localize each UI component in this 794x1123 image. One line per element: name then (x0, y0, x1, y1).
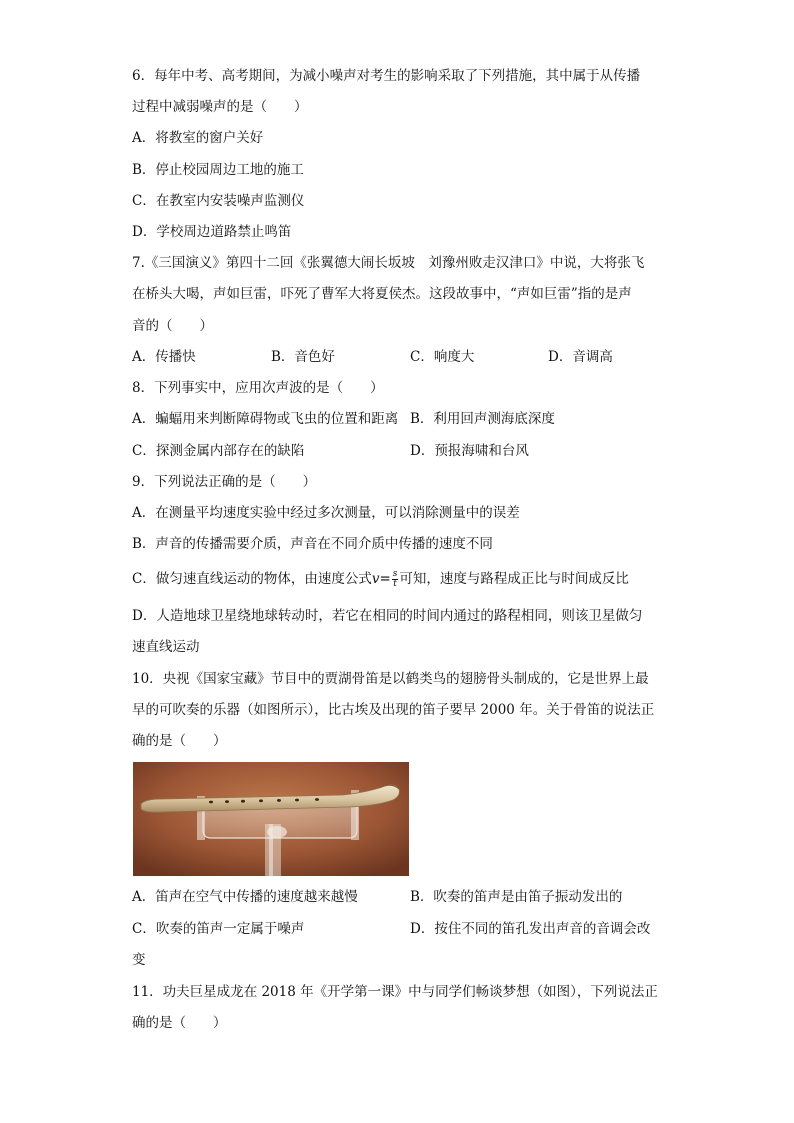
q9-option-c (132, 569, 629, 589)
q6-option-c: C．在教室内安装噪声监测仪 (132, 193, 305, 209)
q10-option-a: A．笛声在空气中传播的速度越来越慢 (132, 889, 358, 905)
q11-stem-line2: 确的是（ ） (132, 1015, 227, 1031)
q9-option-d-line2: 速直线运动 (132, 639, 200, 655)
q9-stem: 9．下列说法正确的是（ ） (132, 474, 317, 490)
q11-stem-line1: 11．功夫巨星成龙在 2018 年《开学第一课》中与同学们畅谈梦想（如图），下列说法正 (132, 984, 658, 1000)
q6-stem-line1: 6．每年中考、高考期间，为减小噪声对考生的影响采取了下列措施，其中属于从传播 (132, 68, 641, 84)
q7-option-c: C．响度大 (410, 349, 475, 365)
q8-option-b: B．利用回声测海底深度 (410, 411, 555, 427)
formula-equals: = (379, 571, 391, 587)
q10-stem-line1: 10．央视《国家宝藏》节目中的贾湖骨笛是以鹤类鸟的翅膀骨头制成的，它是世界上最 (132, 671, 649, 687)
q8-option-c: C．探测金属内部存在的缺陷 (132, 443, 305, 459)
q10-option-c: C．吹奏的笛声一定属于噪声 (132, 921, 305, 937)
q9-option-d-line1: D．人造地球卫星绕地球转动时，若它在相同的时间内通过的路程相同，则该卫星做匀 (132, 608, 643, 624)
q9-option-a: A．在测量平均速度实验中经过多次测量，可以消除测量中的误差 (132, 505, 520, 521)
q7-stem-line1: 7.《三国演义》第四十二回《张翼德大闹长坂坡 刘豫州败走汉津口》中说，大将张飞 (132, 255, 645, 271)
q8-stem: 8．下列事实中，应用次声波的是（ ） (132, 380, 384, 396)
fraction-denominator: t (393, 579, 397, 589)
q10-option-d-line1: D．按住不同的笛孔发出声音的音调会改 (410, 921, 651, 937)
formula-variable-v: v (371, 571, 380, 587)
q7-stem-line2: 在桥头大喝，声如巨雷，吓死了曹军大将夏侯杰。这段故事中，“声如巨雷”指的是声 (132, 286, 632, 302)
q9-option-c-prefix: C．做匀速直线运动的物体，由速度公式 (132, 571, 372, 587)
q9-option-b: B．声音的传播需要介质，声音在不同介质中传播的速度不同 (132, 536, 493, 552)
q6-option-a: A．将教室的窗户关好 (132, 130, 264, 146)
q6-stem-line2: 过程中减弱噪声的是（ ） (132, 99, 308, 115)
bone-flute-photo (133, 762, 409, 876)
fraction-numerator: s (392, 569, 398, 579)
q10-option-b: B．吹奏的笛声是由笛子振动发出的 (410, 889, 623, 905)
q7-option-a: A．传播快 (132, 349, 196, 365)
formula-fraction (392, 570, 399, 589)
q10-option-d-line2: 变 (132, 952, 146, 968)
q6-option-d: D．学校周边道路禁止鸣笛 (132, 224, 292, 240)
q10-stem-line3: 确的是（ ） (132, 733, 227, 749)
q8-option-a: A．蝙蝠用来判断障碍物或飞虫的位置和距离 (132, 411, 399, 427)
q6-option-b: B．停止校园周边工地的施工 (132, 162, 304, 178)
q8-option-d: D．预报海啸和台风 (410, 443, 529, 459)
q7-option-b: B．音色好 (271, 349, 335, 365)
q7-option-d: D．音调高 (548, 349, 613, 365)
q10-stem-line2: 早的可吹奏的乐器（如图所示），比古埃及出现的笛子要早 2000 年。关于骨笛的说法正 (132, 702, 655, 718)
q9-option-c-suffix: 可知，速度与路程成正比与时间成反比 (399, 571, 629, 587)
q7-stem-line3: 音的（ ） (132, 318, 213, 334)
